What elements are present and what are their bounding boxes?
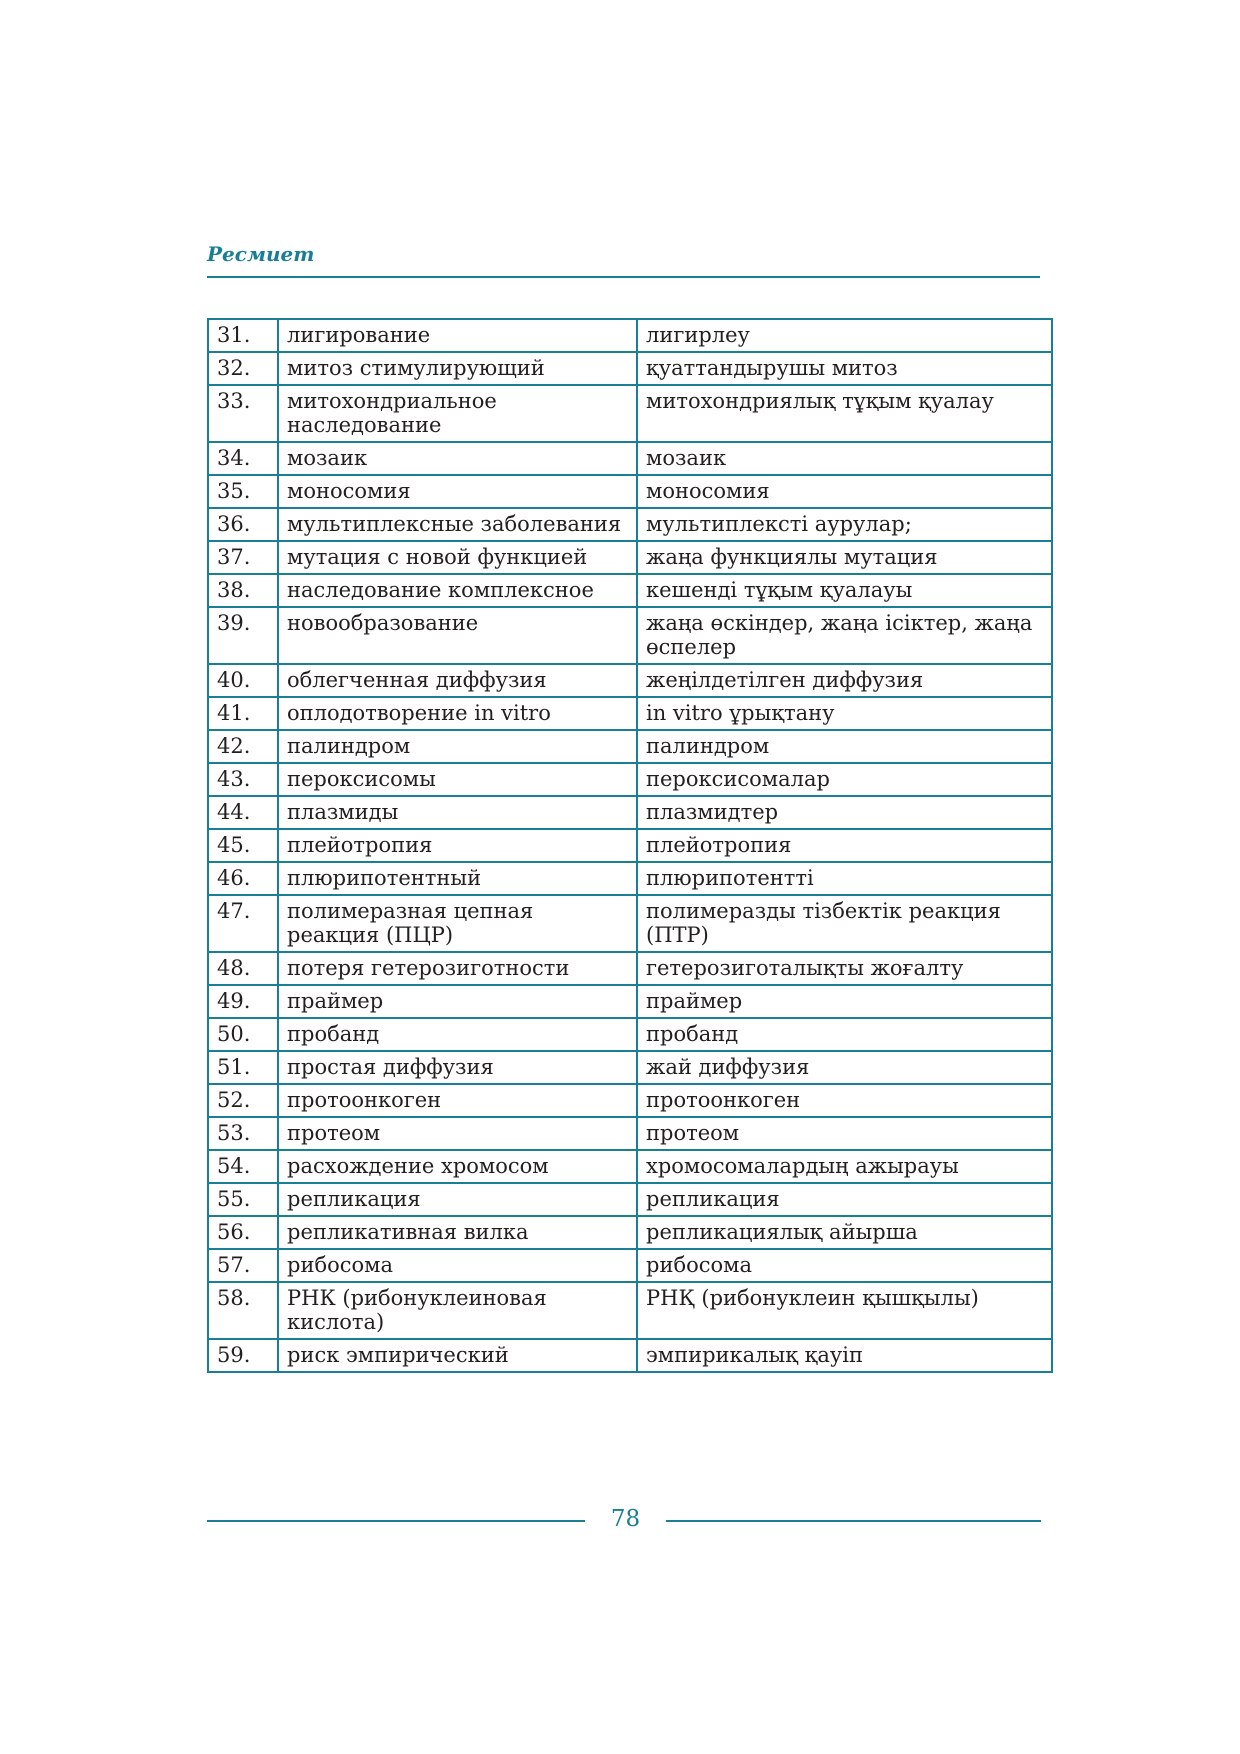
term-russian: оплодотворение in vitro [278,697,637,730]
row-number: 55. [208,1183,278,1216]
row-number: 50. [208,1018,278,1051]
table-row [208,541,1052,574]
term-russian: новообразование [278,607,637,664]
row-number: 43. [208,763,278,796]
table-row [208,574,1052,607]
row-number: 41. [208,697,278,730]
term-russian: наследование комплексное [278,574,637,607]
row-number: 47. [208,895,278,952]
term-kazakh: мозаик [637,442,1052,475]
term-kazakh: праймер [637,985,1052,1018]
row-number: 37. [208,541,278,574]
row-number: 59. [208,1339,278,1372]
header-divider [207,276,1040,278]
row-number: 51. [208,1051,278,1084]
term-kazakh: гетерозиготалықты жоғалту [637,952,1052,985]
term-russian: репликативная вилка [278,1216,637,1249]
table-row [208,697,1052,730]
table-row [208,1084,1052,1117]
term-russian: расхождение хромосом [278,1150,637,1183]
row-number: 33. [208,385,278,442]
table-row [208,796,1052,829]
term-russian: митохондриальное наследование [278,385,637,442]
table-row [208,985,1052,1018]
term-russian: пробанд [278,1018,637,1051]
term-kazakh: хромосомалардың ажырауы [637,1150,1052,1183]
row-number: 40. [208,664,278,697]
row-number: 39. [208,607,278,664]
term-russian: лигирование [278,319,637,352]
term-kazakh: полимеразды тізбектік реакция (ПТР) [637,895,1052,952]
table-row [208,442,1052,475]
term-russian: моносомия [278,475,637,508]
term-kazakh: рибосома [637,1249,1052,1282]
row-number: 45. [208,829,278,862]
table-row [208,952,1052,985]
row-number: 46. [208,862,278,895]
table-row [208,1249,1052,1282]
term-russian: мультиплексные заболевания [278,508,637,541]
table-row [208,1051,1052,1084]
table-row [208,319,1052,352]
table-row [208,1339,1052,1372]
term-russian: РНК (рибонуклеиновая кислота) [278,1282,637,1339]
term-russian: рибосома [278,1249,637,1282]
row-number: 58. [208,1282,278,1339]
term-russian: полимеразная цепная реакция (ПЦР) [278,895,637,952]
table-row [208,508,1052,541]
term-russian: мутация с новой функцией [278,541,637,574]
table-row [208,1150,1052,1183]
term-russian: плазмиды [278,796,637,829]
term-russian: палиндром [278,730,637,763]
row-number: 34. [208,442,278,475]
term-russian: плюрипотентный [278,862,637,895]
glossary-body [208,319,1052,1372]
row-number: 56. [208,1216,278,1249]
term-kazakh: эмпирикалық қауіп [637,1339,1052,1372]
term-kazakh: плейотропия [637,829,1052,862]
row-number: 32. [208,352,278,385]
term-kazakh: кешенді тұқым қуалауы [637,574,1052,607]
term-kazakh: жай диффузия [637,1051,1052,1084]
term-kazakh: мультиплексті аурулар; [637,508,1052,541]
table-row [208,664,1052,697]
row-number: 53. [208,1117,278,1150]
section-title: Ресмиет [207,242,315,266]
page-number: 78 [610,1506,641,1532]
table-row [208,829,1052,862]
row-number: 42. [208,730,278,763]
table-row [208,1018,1052,1051]
table-row [208,895,1052,952]
term-kazakh: моносомия [637,475,1052,508]
term-kazakh: жеңілдетілген диффузия [637,664,1052,697]
term-russian: репликация [278,1183,637,1216]
term-russian: облегченная диффузия [278,664,637,697]
row-number: 31. [208,319,278,352]
row-number: 52. [208,1084,278,1117]
row-number: 49. [208,985,278,1018]
row-number: 44. [208,796,278,829]
row-number: 36. [208,508,278,541]
term-russian: плейотропия [278,829,637,862]
table-row [208,352,1052,385]
row-number: 48. [208,952,278,985]
footer-divider-left [207,1520,585,1522]
term-kazakh: пероксисомалар [637,763,1052,796]
term-russian: пероксисомы [278,763,637,796]
term-kazakh: протоонкоген [637,1084,1052,1117]
term-kazakh: плюрипотентті [637,862,1052,895]
term-kazakh: палиндром [637,730,1052,763]
term-kazakh: пробанд [637,1018,1052,1051]
term-russian: митоз стимулирующий [278,352,637,385]
table-row [208,607,1052,664]
row-number: 57. [208,1249,278,1282]
term-russian: протеом [278,1117,637,1150]
table-row [208,730,1052,763]
term-kazakh: in vitro ұрықтану [637,697,1052,730]
term-russian: протоонкоген [278,1084,637,1117]
term-kazakh: жаңа функциялы мутация [637,541,1052,574]
table-row [208,862,1052,895]
term-kazakh: РНҚ (рибонуклеин қышқылы) [637,1282,1052,1339]
table-row [208,1216,1052,1249]
footer-divider-right [666,1520,1041,1522]
term-kazakh: лигирлеу [637,319,1052,352]
term-russian: простая диффузия [278,1051,637,1084]
table-row [208,1282,1052,1339]
row-number: 54. [208,1150,278,1183]
term-kazakh: репликация [637,1183,1052,1216]
term-kazakh: плазмидтер [637,796,1052,829]
term-kazakh: протеом [637,1117,1052,1150]
term-russian: риск эмпирический [278,1339,637,1372]
glossary-table [207,318,1053,1373]
term-kazakh: қуаттандырушы митоз [637,352,1052,385]
table-row [208,763,1052,796]
table-row [208,475,1052,508]
table-row [208,385,1052,442]
term-kazakh: жаңа өскіндер, жаңа ісіктер, жаңа өспелер [637,607,1052,664]
row-number: 35. [208,475,278,508]
term-kazakh: репликациялық айырша [637,1216,1052,1249]
term-russian: мозаик [278,442,637,475]
table-row [208,1183,1052,1216]
term-russian: праймер [278,985,637,1018]
term-kazakh: митохондриялық тұқым қуалау [637,385,1052,442]
row-number: 38. [208,574,278,607]
table-row [208,1117,1052,1150]
term-russian: потеря гетерозиготности [278,952,637,985]
